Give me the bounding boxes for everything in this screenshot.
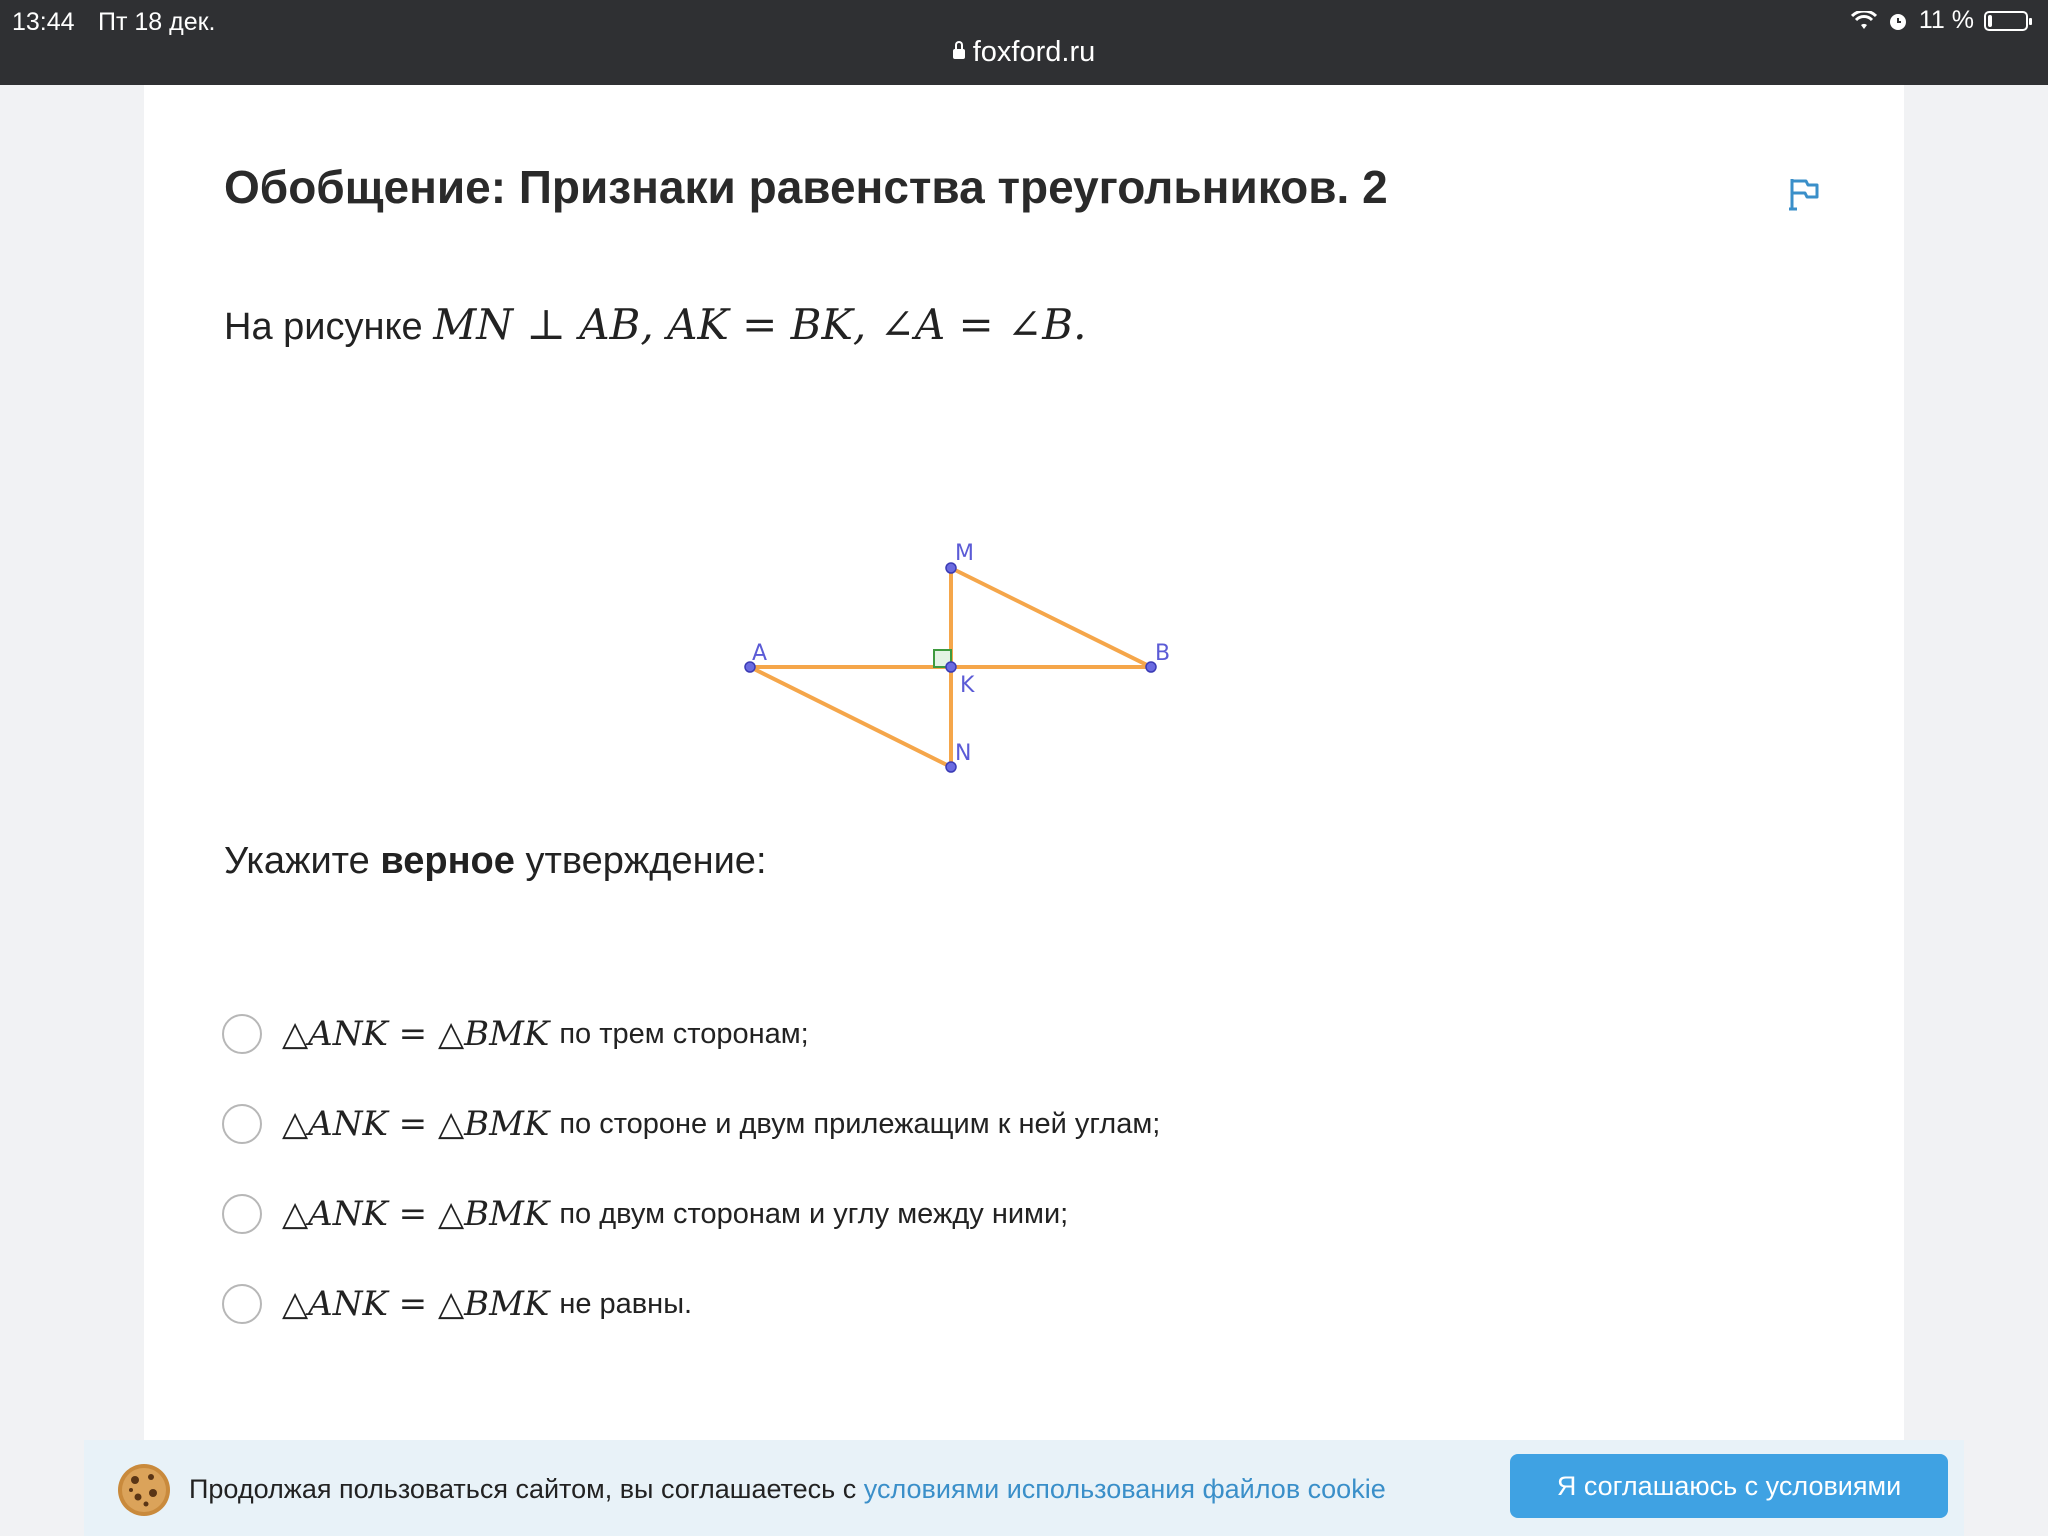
instruction — [224, 840, 767, 883]
problem-prefix: На рисунке — [224, 306, 423, 348]
status-time: 13:44 — [12, 8, 75, 36]
browser-top-bar — [0, 0, 2048, 85]
label-b: B — [1155, 641, 1171, 666]
radio-button[interactable] — [222, 1284, 262, 1324]
problem-statement — [224, 300, 1086, 349]
answer-option-4[interactable] — [222, 1269, 1322, 1339]
segment-mb — [951, 568, 1151, 667]
cookie-policy-link[interactable]: условиями использования файлов cookie — [863, 1474, 1386, 1504]
option-math: △ANK = △BMK — [282, 1014, 550, 1054]
answer-option-2[interactable] — [222, 1089, 1322, 1159]
page-title: Обобщение: Признаки равенства треугольников. 2 — [224, 161, 1388, 213]
battery-icon — [1984, 11, 2028, 31]
instruction-post: утверждение: — [525, 840, 767, 882]
option-text: по стороне и двум прилежащим к ней углам; — [559, 1107, 1161, 1140]
point-k — [946, 662, 956, 672]
option-math: △ANK = △BMK — [282, 1194, 550, 1234]
alarm-icon — [1887, 10, 1909, 32]
instruction-bold: верное — [380, 840, 515, 882]
lock-icon — [953, 49, 965, 59]
url-text: foxford.ru — [972, 36, 1096, 68]
status-indicators — [1851, 6, 2028, 35]
answer-option-1[interactable] — [222, 999, 1322, 1069]
cookie-banner — [84, 1440, 1964, 1536]
segment-an — [750, 667, 951, 767]
answer-option-3[interactable] — [222, 1179, 1322, 1249]
instruction-pre: Укажите — [224, 840, 370, 882]
battery-percent: 11 % — [1918, 6, 1974, 34]
label-m: M — [955, 541, 974, 566]
task-card — [144, 85, 1904, 1536]
wifi-icon — [1851, 11, 1877, 31]
label-n: N — [955, 741, 972, 766]
option-text: по двум сторонам и углу между ними; — [559, 1197, 1069, 1230]
problem-math: MN ⊥ AB, AK = BK, ∠A = ∠B. — [433, 300, 1087, 349]
option-math: △ANK = △BMK — [282, 1104, 550, 1144]
cookie-message — [189, 1474, 1386, 1505]
label-a: A — [752, 641, 768, 666]
option-text: по трем сторонам; — [559, 1017, 809, 1050]
flag-icon[interactable] — [1784, 173, 1824, 213]
cookie-icon — [116, 1462, 172, 1518]
label-k: K — [960, 673, 975, 698]
radio-button[interactable] — [222, 1014, 262, 1054]
geometry-diagram — [694, 440, 1494, 940]
cookie-text: Продолжая пользоваться сайтом, вы соглашаетесь с — [189, 1474, 857, 1504]
status-date: Пт 18 дек. — [98, 8, 216, 36]
radio-button[interactable] — [222, 1194, 262, 1234]
option-math: △ANK = △BMK — [282, 1284, 550, 1324]
option-text: не равны. — [559, 1287, 693, 1320]
radio-button[interactable] — [222, 1104, 262, 1144]
url-bar[interactable] — [0, 36, 2048, 69]
accept-cookies-button[interactable]: Я соглашаюсь с условиями — [1510, 1454, 1948, 1518]
